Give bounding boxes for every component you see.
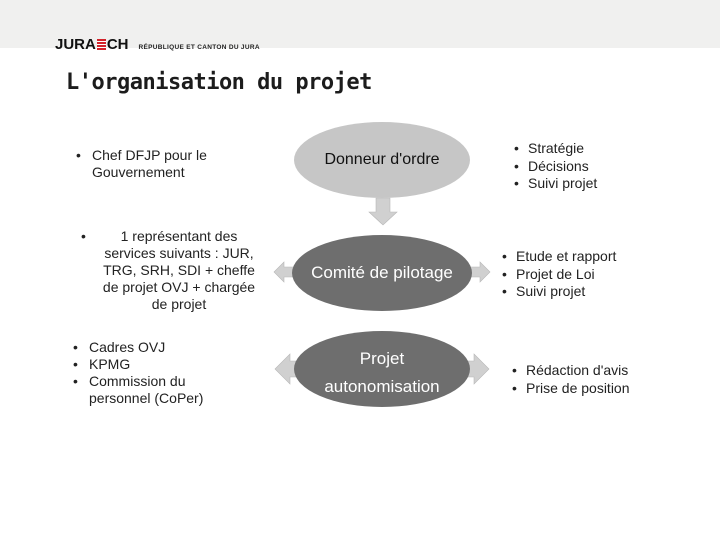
list-item: • Stratégie — [514, 140, 597, 158]
list-item: • Etude et rapport — [502, 248, 616, 266]
list-item: • 1 représentant des services suivants : JUR, TRG, SRH, SDI + cheffe de projet OVJ + chargée de projet — [81, 228, 261, 313]
page-title: L'organisation du projet — [66, 70, 372, 95]
right-list-1 — [514, 140, 597, 193]
right-list-3 — [512, 362, 630, 397]
left-list-1 — [76, 147, 246, 181]
node-label-line2: autonomisation — [324, 377, 440, 396]
node-label-line1: Projet — [359, 349, 405, 368]
node-label: Comité de pilotage — [311, 263, 453, 282]
list-item: • Rédaction d'avis — [512, 362, 630, 380]
node-label: Donneur d'ordre — [324, 151, 440, 168]
list-item: • Projet de Loi — [502, 266, 616, 284]
logo-name-left: JURA — [55, 36, 96, 53]
logo-name-right: CH — [106, 36, 129, 53]
node-projet-autonomisation — [294, 331, 470, 407]
list-item: • Commission du personnel (CoPer) — [73, 373, 243, 407]
right-list-2 — [502, 248, 616, 301]
left-list-2 — [81, 228, 261, 313]
logo-subtitle: RÉPUBLIQUE ET CANTON DU JURA — [138, 44, 260, 51]
node-donneur-ordre — [294, 122, 470, 198]
list-item: • KPMG — [73, 356, 243, 373]
list-item: • Prise de position — [512, 380, 630, 398]
list-item: • Décisions — [514, 158, 597, 176]
down-arrow-icon — [369, 198, 397, 225]
list-item: • Suivi projet — [502, 283, 616, 301]
list-item: • Chef DFJP pour le Gouvernement — [76, 147, 246, 181]
list-item: • Cadres OVJ — [73, 339, 243, 356]
left-list-3 — [73, 339, 243, 407]
node-comite-pilotage — [292, 235, 472, 311]
list-item: • Suivi projet — [514, 175, 597, 193]
